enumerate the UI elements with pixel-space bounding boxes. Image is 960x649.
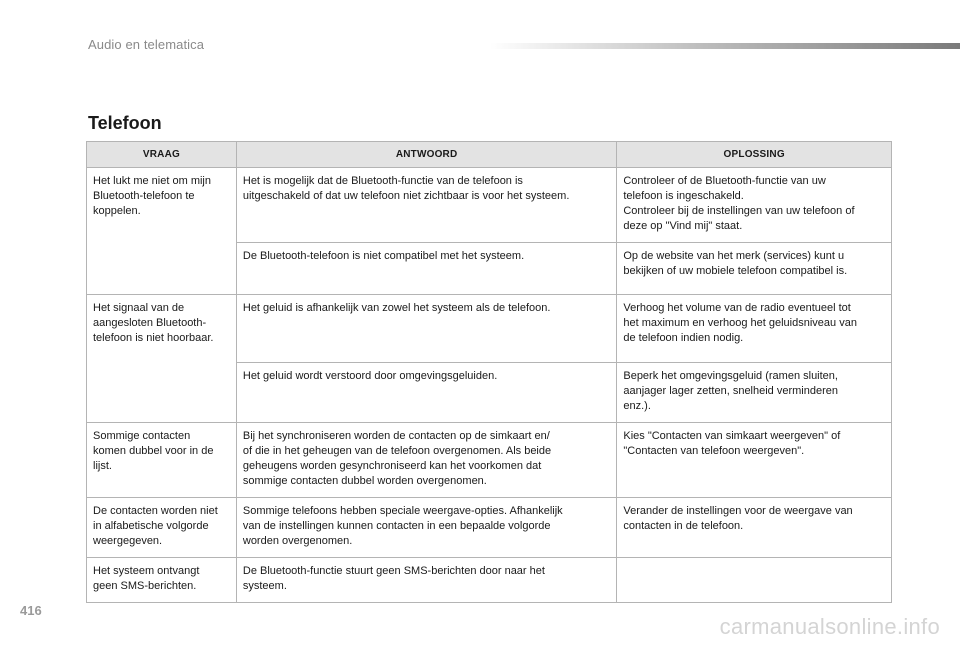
question-text: Het signaal van de aangesloten Bluetooth- telefoon is niet hoorbaar.: [93, 302, 214, 344]
question-text: Het lukt me niet om mijn Bluetooth-telefoon te koppelen.: [93, 175, 211, 217]
solution-cell: [617, 243, 892, 295]
question-cell: [87, 498, 237, 558]
page-number: 416: [20, 603, 42, 618]
table-row: [87, 295, 892, 363]
question-text: Sommige contacten komen dubbel voor in de lijst.: [93, 430, 214, 472]
solution-text: Op de website van het merk (services) kunt u bekijken of uw mobiele telefoon compatibel is.: [623, 250, 848, 277]
table-row: [87, 558, 892, 603]
answer-cell: [236, 243, 616, 295]
table-header-row: [87, 142, 892, 168]
question-cell: [87, 168, 237, 295]
running-title: Audio en telematica: [88, 37, 205, 52]
solution-cell: [617, 498, 892, 558]
solution-text: Controleer of de Bluetooth-functie van uw telefoon is ingeschakeld. Controleer bij de instellingen van uw telefoon of deze op "Vind mij" staat.: [623, 175, 855, 232]
solution-text: Verander de instellingen voor de weergave van contacten in de telefoon.: [623, 505, 853, 532]
answer-cell: [236, 498, 616, 558]
question-text: Het systeem ontvangt geen SMS-berichten.: [93, 565, 200, 592]
table-row: [87, 498, 892, 558]
question-text: De contacten worden niet in alfabetische volgorde weergegeven.: [93, 505, 218, 547]
answer-text: Het geluid is afhankelijk van zowel het systeem als de telefoon.: [242, 302, 551, 314]
question-cell: [87, 295, 237, 423]
column-header-question: VRAAG: [87, 142, 237, 168]
solution-text: Kies "Contacten van simkaart weergeven" of "Contacten van telefoon weergeven".: [623, 430, 841, 457]
column-header-solution: OPLOSSING: [617, 142, 892, 168]
answer-text: Het geluid wordt verstoord door omgevingsgeluiden.: [242, 370, 498, 382]
answer-cell: [236, 363, 616, 423]
header-rule: [490, 43, 960, 49]
solution-cell: [617, 423, 892, 498]
answer-cell: [236, 295, 616, 363]
answer-text: Sommige telefoons hebben speciale weergave-opties. Afhankelijk van de instellingen kunnen contacten in een bepaalde volgorde worden overgenomen.: [242, 505, 563, 547]
solution-text: Beperk het omgevingsgeluid (ramen sluiten, aanjager lager zetten, snelheid verminderen enz.).: [623, 370, 838, 412]
answer-text: De Bluetooth-functie stuurt geen SMS-berichten door naar het systeem.: [242, 565, 545, 592]
answer-text: Het is mogelijk dat de Bluetooth-functie van de telefoon is uitgeschakeld of dat uw telefoon niet zichtbaar is voor het systeem.: [242, 175, 570, 202]
answer-cell: [236, 423, 616, 498]
solution-cell: [617, 558, 892, 603]
table-row: [87, 423, 892, 498]
column-header-answer: ANTWOORD: [236, 142, 616, 168]
section-title: Telefoon: [88, 113, 162, 133]
answer-cell: [236, 168, 616, 243]
table-row: [87, 168, 892, 243]
solution-cell: [617, 295, 892, 363]
solution-cell: [617, 363, 892, 423]
answer-cell: [236, 558, 616, 603]
answer-text: Bij het synchroniseren worden de contacten op de simkaart en/ of die in het geheugen van de telefoon overgenomen. Als beide geheugens worden gesynchroniseerd kan het voorkomen dat sommige contacten dubbel worden overgenomen.: [242, 430, 552, 487]
troubleshooting-table: [86, 141, 892, 603]
solution-text: Verhoog het volume van de radio eventueel tot het maximum en verhoog het geluidsniveau van de telefoon indien nodig.: [623, 302, 857, 344]
watermark: carmanualsonline.info: [719, 614, 940, 639]
solution-cell: [617, 168, 892, 243]
question-cell: [87, 558, 237, 603]
question-cell: [87, 423, 237, 498]
answer-text: De Bluetooth-telefoon is niet compatibel met het systeem.: [242, 250, 525, 262]
